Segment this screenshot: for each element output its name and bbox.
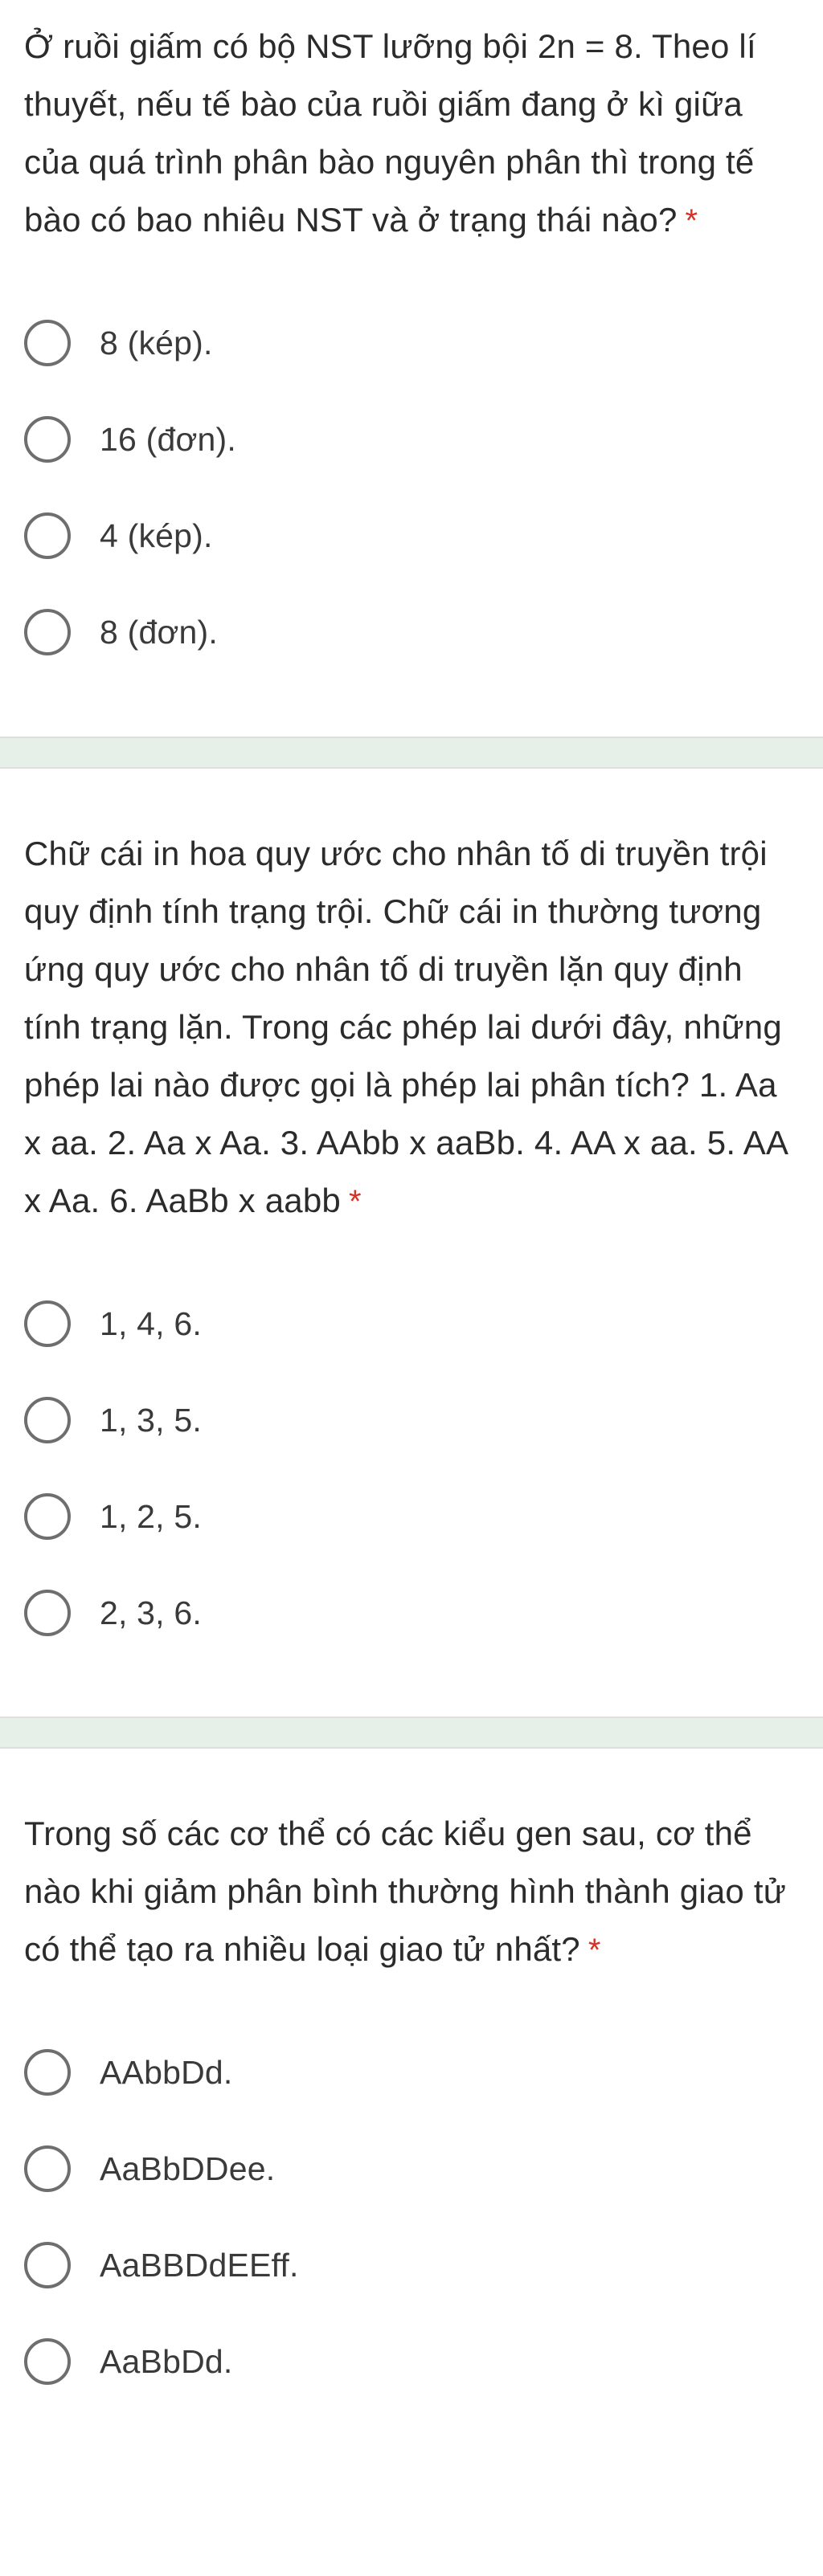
option-label[interactable]: 2, 3, 6. [100,1594,202,1631]
option-label[interactable]: 1, 4, 6. [100,1304,202,1342]
section-divider [0,737,823,769]
radio-option[interactable] [24,2241,791,2289]
question-1-options [24,319,791,656]
question-2-text: Chữ cái in hoa quy ước cho nhân tố di truyền trội quy định tính trạng trội. Chữ cái in thường tương ứng quy ước cho nhân tố di truyền lặn quy định tính trạng lặn. Trong các phép lai dưới đây, những phép lai nào được gọi là phép lai phân tích? 1. Aa x aa. 2. Aa x Aa. 3. AAbb x aaBb. 4. AA x aa. 5. AA x Aa. 6. AaBb x aabb [24,835,787,1219]
radio-option[interactable] [24,319,791,367]
radio-option[interactable] [24,1589,791,1637]
radio-button-icon[interactable] [24,1300,71,1347]
radio-button-icon[interactable] [24,2049,71,2096]
option-label[interactable]: 1, 2, 5. [100,1497,202,1535]
option-label[interactable]: 8 (đơn). [100,613,218,651]
question-card-1 [0,0,823,737]
radio-option[interactable] [24,1492,791,1541]
option-label[interactable]: 8 (kép). [100,324,213,361]
question-2-title [24,825,791,1231]
option-label[interactable]: AaBbDDee. [100,2149,276,2187]
radio-option[interactable] [24,2048,791,2096]
question-3-title [24,1805,791,1979]
question-2-options [24,1300,791,1637]
radio-button-icon[interactable] [24,2145,71,2192]
option-label[interactable]: AaBbDd. [100,2342,233,2380]
question-card-2 [0,769,823,1717]
required-asterisk: * [588,1933,601,1968]
option-label[interactable]: AAbbDd. [100,2053,233,2091]
question-3-options [24,2048,791,2386]
radio-option[interactable] [24,608,791,656]
radio-button-icon[interactable] [24,512,71,559]
option-label[interactable]: 1, 3, 5. [100,1401,202,1439]
radio-button-icon[interactable] [24,2338,71,2385]
section-divider [0,1717,823,1749]
option-label[interactable]: 4 (kép). [100,516,213,554]
radio-option[interactable] [24,1300,791,1348]
radio-button-icon[interactable] [24,1397,71,1443]
radio-button-icon[interactable] [24,2242,71,2288]
question-1-text: Ở ruồi giấm có bộ NST lưỡng bội 2n = 8. Theo lí thuyết, nếu tế bào của ruồi giấm đang ở kì giữa của quá trình phân bào nguyên phân thì trong tế bào có bao nhiêu NST và ở trạng thái nào? [24,27,756,239]
question-card-3 [0,1749,823,2410]
radio-option[interactable] [24,2145,791,2193]
option-label[interactable]: 16 (đơn). [100,420,236,458]
radio-button-icon[interactable] [24,1493,71,1540]
radio-option[interactable] [24,2337,791,2386]
radio-option[interactable] [24,415,791,463]
radio-option[interactable] [24,512,791,560]
required-asterisk: * [685,203,698,239]
radio-button-icon[interactable] [24,416,71,463]
radio-button-icon[interactable] [24,320,71,366]
required-asterisk: * [348,1184,362,1219]
radio-button-icon[interactable] [24,609,71,655]
option-label[interactable]: AaBBDdEEff. [100,2246,299,2284]
radio-option[interactable] [24,1396,791,1444]
question-3-text: Trong số các cơ thể có các kiểu gen sau, cơ thể nào khi giảm phân bình thường hình thành giao tử có thể tạo ra nhiều loại giao tử nhất? [24,1815,787,1968]
radio-button-icon[interactable] [24,1590,71,1636]
question-1-title [24,18,791,250]
